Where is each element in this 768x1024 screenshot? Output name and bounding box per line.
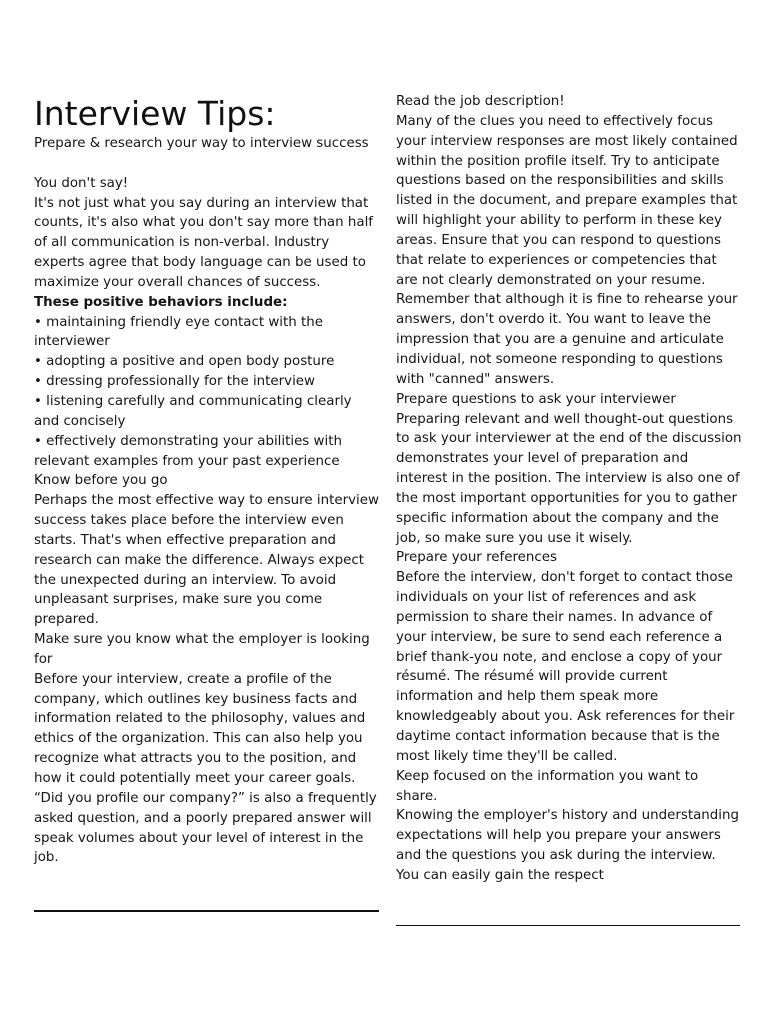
left-column-divider: [34, 910, 379, 912]
section-heading-body-language: You don't say!: [34, 175, 129, 191]
section-heading-references: Prepare your references: [396, 550, 557, 566]
paragraph-focus: Knowing the employer's history and understanding expectations will help you prepare your answers and the questions you ask during the interview. You can easily gain the respect: [396, 808, 739, 883]
paragraph-body-language: It's not just what you say during an interview that counts, it's also what you don't say more than half of all communication is non-verbal. Industry experts agree that body language can be used to maximize your overall chances of success.: [34, 195, 374, 290]
subtitle-spacer: [34, 154, 380, 174]
subtitle: Prepare & research your way to interview success: [34, 136, 369, 151]
behavior-item: • effectively demonstrating your abilities with relevant examples from your past experience: [34, 433, 342, 469]
right-column: [396, 92, 742, 886]
paragraph-know-before: Perhaps the most effective way to ensure interview success takes place before the interview even starts. That's when effective preparation and research can make the difference. Always expect the unexpected during an interview. To avoid unpleasant surprises, make sure you come prepared.: [34, 493, 379, 628]
paragraph-employer: Before your interview, create a profile of the company, which outlines key business facts and information related to the philosophy, values and ethics of the organization. This can also help you recognize what attracts you to the position, and how it could potentially meet your career goals. “Did you profile our company?” is also a frequently asked question, and a poorly prepared answer will speak volumes about your level of interest in the job.: [34, 671, 377, 866]
section-heading-know-before: Know before you go: [34, 473, 168, 489]
paragraph-job-description: Many of the clues you need to effectively focus your interview responses are most likely contained within the position profile itself. Try to anticipate questions based on the responsibilities and skills listed in the document, and prepare examples that will highlight your ability to perform in these key areas. Ensure that you can respond to questions that relate to experiences or competencies that are not clearly demonstrated on your resume. Remember that although it is fine to rehearse your answers, don't overdo it. You want to leave the impression that you are a genuine and articulate individual, not someone responding to questions with "canned" answers.: [396, 113, 738, 387]
behavior-item: • dressing professionally for the interview: [34, 374, 315, 390]
section-heading-focus: Keep focused on the information you want to share.: [396, 768, 699, 804]
behavior-item: • adopting a positive and open body posture: [34, 354, 335, 370]
page-title: Interview Tips:: [34, 94, 276, 133]
section-heading-questions: Prepare questions to ask your interviewer: [396, 391, 676, 407]
left-column: [34, 134, 380, 868]
behavior-item: • listening carefully and communicating clearly and concisely: [34, 393, 352, 429]
section-heading-job-description: Read the job description!: [396, 94, 565, 109]
section-heading-employer: Make sure you know what the employer is looking for: [34, 632, 370, 667]
paragraph-references: Before the interview, don't forget to contact those individuals on your list of references and ask permission to share their names. In advance of your interview, be sure to send each reference a brief thank-you note, and enclose a copy of your résumé. The résumé will provide current information and help them speak more knowledgeably about you. Ask references for their daytime contact information because that is the most likely time they'll be called.: [396, 570, 735, 764]
behavior-item: • maintaining friendly eye contact with the interviewer: [34, 314, 323, 350]
paragraph-questions: Preparing relevant and well thought-out questions to ask your interviewer at the end of the discussion demonstrates your level of preparation and interest in the position. The interview is also one of the most important opportunities for you to gather specific information about the company and the job, so make sure you use it wisely.: [396, 411, 742, 546]
behaviors-heading: These positive behaviors include:: [34, 294, 288, 310]
right-column-divider: [396, 925, 740, 926]
